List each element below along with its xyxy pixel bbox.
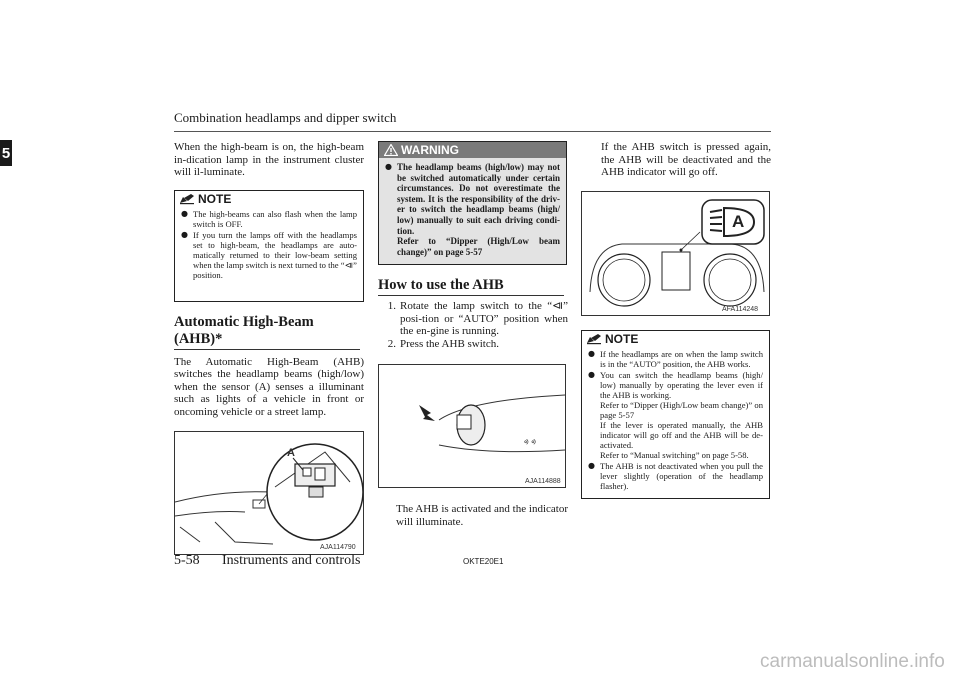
warning-item: ● The headlamp beams (high/low) may not be switched automatically under certain circumstances. Do not overestimate the system. It is the responsibility of the driv-er to switch the headlamp beams (high/ low) manually to suit each driving condi-tion. Refer to “Dipper (High/Low beam change)” on page 5-57 [385, 162, 560, 257]
bullet-icon: ● [181, 208, 188, 218]
instrument-cluster-illustration [582, 192, 769, 315]
figure-ahb-switch [378, 364, 566, 488]
step-item: 1. Rotate the lamp switch to the “⧏” posi-tion or “AUTO” position when the en-gine is running. [387, 300, 568, 338]
footer-section-name: Instruments and controls [222, 553, 361, 568]
after-steps-paragraph: The AHB is activated and the indicator will illuminate. [396, 503, 568, 528]
figure-windshield-sensor [174, 431, 364, 555]
column-3 [581, 141, 771, 499]
bullet-icon: ● [588, 348, 595, 358]
note-item: ● The AHB is not deactivated when you pull the lever slightly (operation of the headlamp flasher). [588, 460, 763, 491]
svg-text:ᢀ ᢀ: ᢀ ᢀ [524, 438, 536, 448]
warning-body [379, 158, 566, 264]
document-code: OKTE20E1 [463, 557, 504, 566]
warning-label: WARNING [401, 143, 459, 157]
chapter-tab: 5 [0, 140, 12, 166]
note-pencil-icon [179, 193, 195, 205]
section-heading-how-to: How to use the AHB [378, 277, 564, 296]
bullet-icon: ● [385, 162, 392, 171]
note-item: ● If the headlamps are on when the lamp switch is in the “AUTO” position, the AHB works. [588, 348, 763, 369]
note-item: ● The high-beams can also flash when the lamp switch is OFF. [181, 208, 357, 229]
ahb-description: The Automatic High-Beam (AHB) switches the headlamp beams (high/low) when the sensor (A) senses a illuminant such as lights of a vehicle in front or oncoming vehicle or a street lamp. [174, 355, 364, 418]
figure-code: AJA114888 [525, 478, 561, 486]
note-box-1 [174, 190, 364, 302]
bullet-icon: ● [588, 369, 595, 379]
figure-code: AJA114790 [320, 544, 356, 551]
bullet-icon: ● [588, 460, 595, 470]
note-label: NOTE [198, 191, 232, 206]
warning-header [379, 142, 566, 158]
intro-paragraph: When the high-beam is on, the high-beam in-dication lamp in the instrument cluster will il-luminate. [174, 141, 364, 178]
note-item: ● You can switch the headlamp beams (high/ low) manually by operating the lever even if the AHB is working. Refer to “Dipper (High/Low beam change)” on page 5-57 If the lever is operated manually, the AHB indicator will go off and the AHB will be de-activated. Refer to “Manual switching” on page 5-58. [588, 369, 763, 460]
note-label: NOTE [605, 331, 639, 346]
note-box-2 [581, 330, 770, 499]
steps-list [378, 300, 568, 350]
section-heading-ahb: Automatic High-Beam (AHB)* [174, 314, 360, 350]
running-header: Combination headlamps and dipper switch [174, 110, 397, 125]
lever-switch-illustration [379, 365, 565, 487]
note-body [175, 207, 363, 287]
warning-box [378, 141, 567, 265]
figure-code: AFA114248 [722, 305, 759, 313]
column-1 [174, 141, 364, 555]
watermark: carmanualsonline.info [760, 651, 945, 672]
note-item: ● If you turn the lamps off with the headlamps set to high-beam, the headlamps are auto-matically returned to their low-beam setting when the lamp switch is next turned to the “⧏” position. [181, 229, 357, 280]
sensor-label: A [287, 447, 295, 459]
note-header [175, 191, 363, 207]
figure-instrument-cluster [581, 191, 770, 316]
header-rule [174, 131, 771, 132]
column-2 [378, 141, 568, 528]
step-item: 2. Press the AHB switch. [387, 337, 499, 350]
bullet-icon: ● [181, 229, 188, 239]
note-header [582, 331, 769, 347]
windshield-sensor-illustration [175, 432, 363, 554]
ahb-indicator-letter: A [732, 211, 745, 231]
note-body [582, 347, 769, 498]
warning-triangle-icon [384, 144, 398, 156]
deactivation-paragraph: If the AHB switch is pressed again, the AHB will be deactivated and the AHB indicator will go off. [601, 141, 771, 178]
note-pencil-icon [586, 333, 602, 345]
page-number: 5-58 [174, 553, 200, 568]
